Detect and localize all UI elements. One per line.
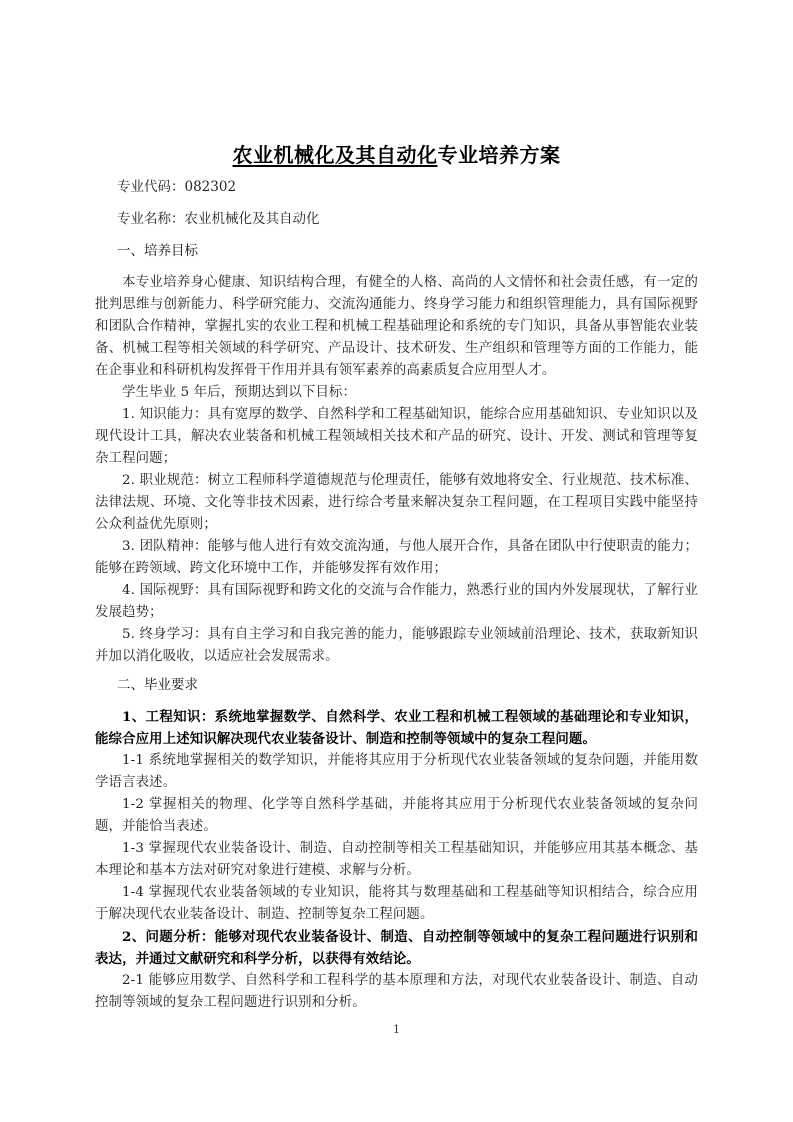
requirement-item: 1-1 系统地掌握相关的数学知识，并能将其应用于分析现代农业装备领域的复杂问题，并能用数学语言表述。 bbox=[95, 753, 698, 790]
major-code-value: 082302 bbox=[184, 179, 237, 195]
page-title bbox=[95, 140, 698, 170]
objectives-lead: 学生毕业 5 年后，预期达到以下目标： bbox=[122, 385, 357, 400]
requirement-item: 1-4 掌握现代农业装备领域的专业知识，能将其与数理基础和工程基础等知识相结合，综合应用于解决现代农业装备设计、制造、控制等复杂工程问题。 bbox=[95, 885, 698, 922]
requirement-item: 1-2 掌握相关的物理、化学等自然科学基础，并能将其应用于分析现代农业装备领域的复杂问题，并能恰当表述。 bbox=[95, 797, 698, 834]
section-heading-requirements: 二、毕业要求 bbox=[117, 677, 198, 693]
title-major-name: 农业机械化及其自动化 bbox=[232, 143, 438, 167]
requirement-item: 1-3 掌握现代农业装备设计、制造、自动控制等相关工程基础知识，并能够应用其基本概念、基本理论和基本方法对研究对象进行建模、求解与分析。 bbox=[95, 841, 698, 878]
major-name-value: 农业机械化及其自动化 bbox=[184, 211, 320, 227]
major-name-line bbox=[117, 208, 698, 230]
major-code-label: 专业代码： bbox=[117, 179, 185, 195]
objective-item: 1. 知识能力：具有宽厚的数学、自然科学和工程基础知识，能综合应用基础知识、专业知识以及现代设计工具，解决农业装备和机械工程领域相关技术和产品的研究、设计、开发、测试和管理等复杂工程问题； bbox=[95, 407, 698, 466]
major-name-label: 专业名称： bbox=[117, 211, 185, 227]
major-code-line bbox=[117, 176, 698, 198]
requirement-heading: 1、工程知识：系统地掌握数学、自然科学、农业工程和机械工程领域的基础理论和专业知识，能综合应用上述知识解决现代农业装备设计、制造和控制等领域中的复杂工程问题。 bbox=[95, 709, 698, 747]
objectives-intro: 本专业培养身心健康、知识结构合理，有健全的人格、高尚的人文情怀和社会责任感，有一定的批判思维与创新能力、科学研究能力、交流沟通能力、终身学习能力和组织管理能力，具有国际视野和团队合作精神，掌握扎实的农业工程和机械工程基础理论和系统的专门知识，具备从事智能农业装备、机械工程等相关领域的科学研究、产品设计、技术研发、生产组织和管理等方面的工作能力，能在企事业和科研机构发挥骨干作用并具有领军素养的高素质复合应用型人才。 bbox=[95, 275, 698, 378]
title-suffix: 专业培养方案 bbox=[437, 143, 561, 167]
objective-item: 4. 国际视野：具有国际视野和跨文化的交流与合作能力，熟悉行业的国内外发展现状，了解行业发展趋势； bbox=[95, 583, 698, 620]
section-heading-objectives: 一、培养目标 bbox=[117, 243, 198, 259]
objective-item: 5. 终身学习：具有自主学习和自我完善的能力，能够跟踪专业领域前沿理论、技术，获取新知识并加以消化吸收，以适应社会发展需求。 bbox=[95, 627, 698, 664]
requirement-item: 2-1 能够应用数学、自然科学和工程科学的基本原理和方法，对现代农业装备设计、制造、自动控制等领域的复杂工程问题进行识别和分析。 bbox=[95, 973, 698, 1010]
document-page bbox=[95, 140, 698, 1014]
requirement-heading: 2、问题分析：能够对现代农业装备设计、制造、自动控制等领域中的复杂工程问题进行识别和表达，并通过文献研究和科学分析，以获得有效结论。 bbox=[95, 929, 698, 967]
page-number: 1 bbox=[393, 1023, 400, 1036]
objective-item: 3. 团队精神：能够与他人进行有效交流沟通，与他人展开合作，具备在团队中行使职责的能力；能够在跨领域、跨文化环境中工作，并能够发挥有效作用； bbox=[95, 539, 698, 576]
objective-item: 2. 职业规范：树立工程师科学道德规范与伦理责任，能够有效地将安全、行业规范、技术标准、法律法规、环境、文化等非技术因素，进行综合考量来解决复杂工程问题，在工程项目实践中能坚持公众利益优先原则； bbox=[95, 473, 698, 532]
